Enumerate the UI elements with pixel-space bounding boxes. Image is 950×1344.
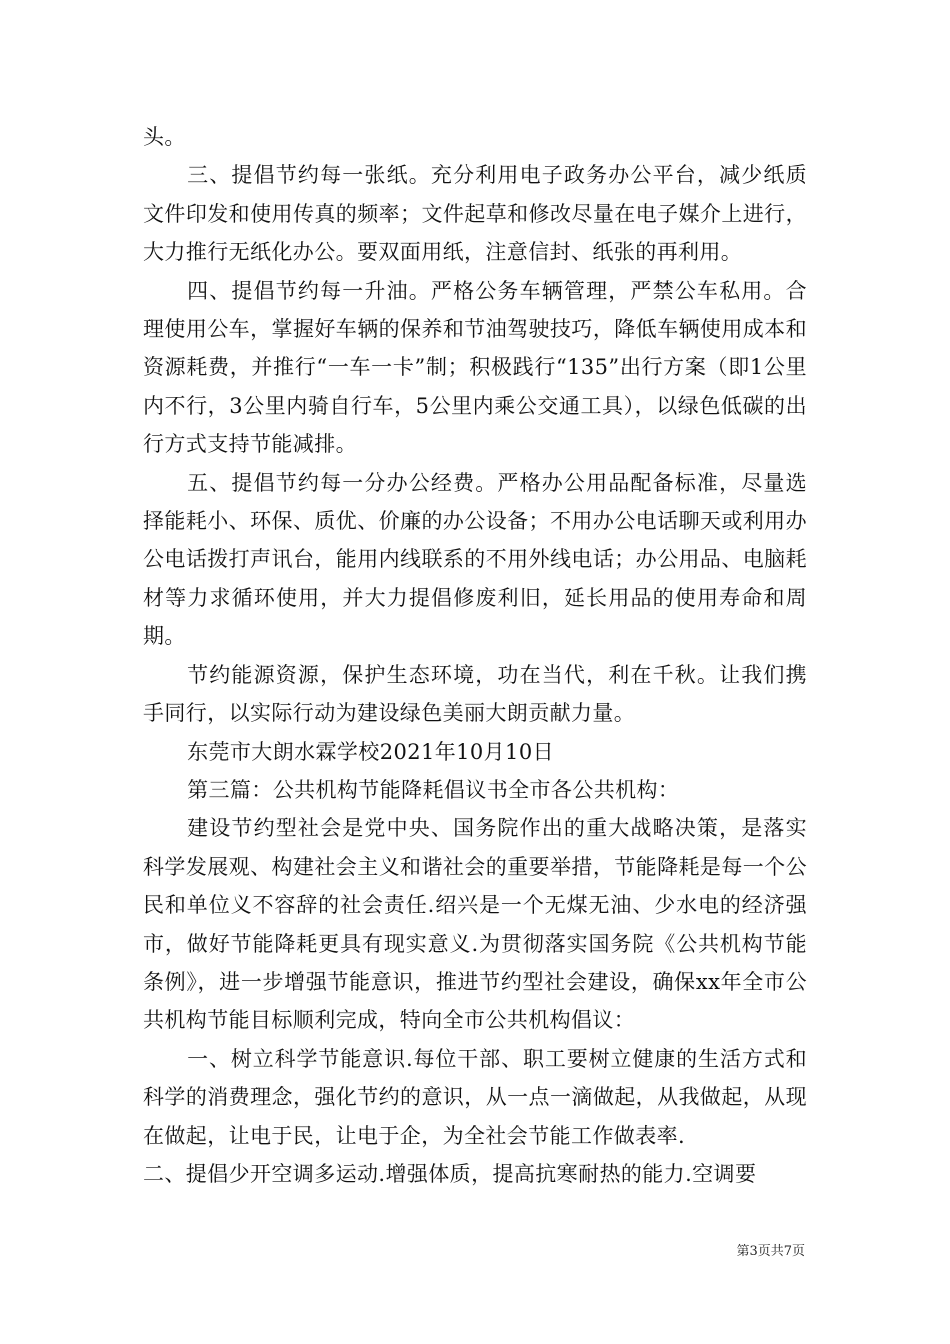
paragraph-signature-date: 东莞市大朗水霖学校2021年10月10日 xyxy=(187,739,554,764)
paragraph-energy-awareness: 一、树立科学节能意识.每位干部、职工要树立健康的生活方式和科学的消费理念，强化节约的意识，从一点一滴做起，从我做起，从现在做起，让电于民，让电于企，为全社会节能工作做表率. xyxy=(143,1046,807,1148)
paragraph-closing-appeal: 节约能源资源，保护生态环境，功在当代，利在千秋。让我们携手同行，以实际行动为建设绿色美丽大朗贡献力量。 xyxy=(143,662,807,726)
paragraph-save-paper: 三、提倡节约每一张纸。充分利用电子政务办公平台，减少纸质文件印发和使用传真的频率；文件起草和修改尽量在电子媒介上进行，大力推行无纸化办公。要双面用纸，注意信封、纸张的再利用。 xyxy=(143,163,807,265)
paragraph-introduction: 建设节约型社会是党中央、国务院作出的重大战略决策，是落实科学发展观、构建社会主义和谐社会的重要举措，节能降耗是每一个公民和单位义不容辞的社会责任.绍兴是一个无煤无油、少水电的经济强市，做好节能降耗更具有现实意义.为贯彻落实国务院《公共机构节能条例》，进一步增强节能意识，推进节约型社会建设，确保xx年全市公共机构节能目标顺利完成，特向全市公共机构倡议： xyxy=(143,816,807,1033)
paragraph-section-heading: 第三篇：公共机构节能降耗倡议书全市各公共机构： xyxy=(187,777,680,802)
paragraph-air-conditioning: 二、提倡少开空调多运动.增强体质，提高抗寒耐热的能力.空调要 xyxy=(143,1161,757,1186)
paragraph-save-office-funds: 五、提倡节约每一分办公经费。严格办公用品配备标准，尽量选择能耗小、环保、质优、价廉的办公设备；不用办公电话聊天或利用办公电话拨打声讯台，能用内线联系的不用外线电话；办公用品、电脑耗材等力求循环使用，并大力提倡修废利旧，延长用品的使用寿命和周期。 xyxy=(143,470,807,649)
paragraph-continuation: 头。 xyxy=(143,125,186,149)
paragraph-save-fuel: 四、提倡节约每一升油。严格公务车辆管理，严禁公车私用。合理使用公车，掌握好车辆的保养和节油驾驶技巧，降低车辆使用成本和资源耗费，并推行“一车一卡”制；积极践行“135”出行方案（即1公里内不行，3公里内骑自行车，5公里内乘公交通工具），以绿色低碳的出行方式支持节能减排。 xyxy=(143,278,807,457)
document-body xyxy=(143,118,807,1193)
page-number-footer: 第3页共7页 xyxy=(736,1244,805,1259)
